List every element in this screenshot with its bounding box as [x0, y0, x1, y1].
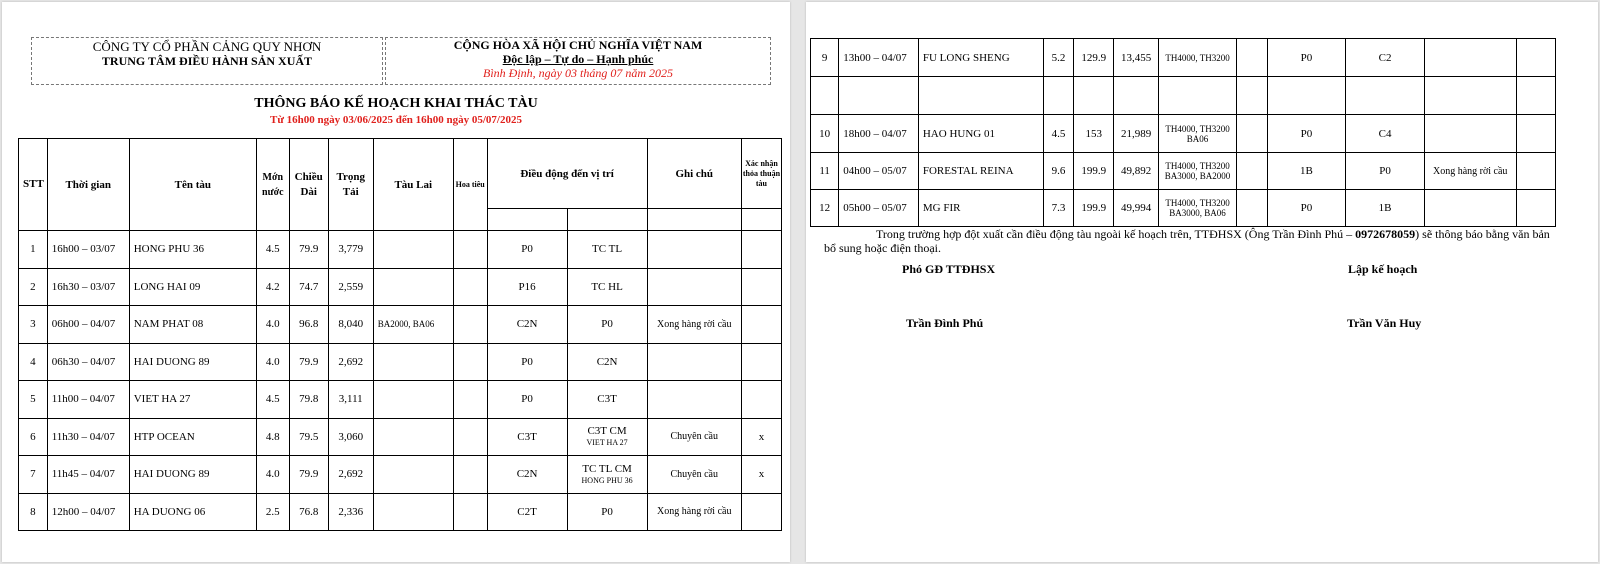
cell-tug: TH4000, TH3200	[1158, 39, 1237, 77]
cell-draft: 7.3	[1043, 190, 1073, 227]
cell-stt: 7	[19, 456, 48, 494]
cell-move-to: C2N	[567, 343, 647, 381]
table-row	[19, 306, 782, 344]
company-name: CÔNG TY CỔ PHẦN CẢNG QUY NHƠN	[92, 39, 322, 54]
cell-draft: 4.0	[256, 456, 289, 494]
col-header-draft: Mớn nước	[256, 139, 289, 231]
cell-move-to	[567, 418, 647, 456]
cell-tug	[373, 418, 453, 456]
cell-pilot	[1237, 190, 1267, 227]
cell-move-to	[567, 456, 647, 494]
notice-text-before: Trong trường hợp đột xuất cần điều động tàu ngoài kế hoạch trên, TTĐHSX (Ông Trần Đình Phú –	[876, 227, 1356, 241]
col-header-confirm: Xác nhận thỏa thuận tàu	[741, 139, 781, 209]
cell-tug	[373, 268, 453, 306]
cell-ship-name: NAM PHAT 08	[129, 306, 256, 344]
cell-tonnage: 13,455	[1114, 39, 1158, 77]
cell-draft: 4.5	[256, 381, 289, 419]
cell-pilot	[1237, 77, 1267, 115]
table-row	[19, 456, 782, 494]
signature-left-name: Trần Đình Phú	[906, 316, 984, 330]
cell-move-to: C4	[1346, 115, 1425, 153]
schedule-table-page-2	[810, 38, 1556, 227]
table-row	[19, 493, 782, 531]
cell-stt	[811, 77, 839, 115]
cell-move-to-sub: HONG PHU 36	[581, 475, 633, 485]
cell-time	[839, 77, 919, 115]
cell-draft: 2.5	[256, 493, 289, 531]
cell-time: 18h00 – 04/07	[839, 115, 919, 153]
cell-move-from: P0	[1267, 115, 1346, 153]
table-row	[811, 115, 1556, 153]
cell-ship-name: HONG PHU 36	[129, 231, 256, 269]
department-name: TRUNG TÂM ĐIỀU HÀNH SẢN XUẤT	[101, 54, 313, 68]
cell-move-to-main: TC TL CM	[582, 462, 632, 475]
cell-draft	[1043, 77, 1073, 115]
signature-right-role: Lập kế hoạch	[1348, 262, 1418, 276]
col-header-move-to	[567, 209, 647, 231]
cell-note	[647, 268, 741, 306]
cell-note: Chuyên cầu	[647, 418, 741, 456]
cell-stt: 4	[19, 343, 48, 381]
cell-stt: 2	[19, 268, 48, 306]
cell-ship-name: HAI DUONG 89	[129, 456, 256, 494]
cell-pilot	[1237, 39, 1267, 77]
cell-ship-name: LONG HAI 09	[129, 268, 256, 306]
cell-note: Chuyên cầu	[647, 456, 741, 494]
cell-tug: BA2000, BA06	[373, 306, 453, 344]
cell-pilot	[453, 343, 487, 381]
cell-draft: 4.5	[1043, 115, 1073, 153]
cell-ship-name: HA DUONG 06	[129, 493, 256, 531]
header-left-box	[31, 37, 383, 85]
cell-tonnage: 2,336	[328, 493, 373, 531]
cell-pilot	[453, 231, 487, 269]
cell-note	[1424, 190, 1516, 227]
signature-left-role: Phó GĐ TTĐHSX	[902, 262, 996, 276]
cell-length	[1074, 77, 1114, 115]
col-header-time: Thời gian	[47, 139, 129, 231]
col-header-note-sub	[647, 209, 741, 231]
cell-length: 79.9	[289, 231, 328, 269]
cell-length: 74.7	[289, 268, 328, 306]
cell-move-from	[1267, 77, 1346, 115]
cell-tonnage: 3,111	[328, 381, 373, 419]
cell-tug	[373, 343, 453, 381]
cell-stt: 5	[19, 381, 48, 419]
table-row	[19, 381, 782, 419]
cell-move-from: C2T	[487, 493, 567, 531]
contact-phone: 0972678059	[1355, 227, 1416, 241]
national-motto: Độc lập – Tự do – Hạnh phúc	[502, 52, 654, 66]
cell-tug: TH4000, TH3200 BA3000, BA2000	[1158, 153, 1237, 190]
cell-draft: 4.8	[256, 418, 289, 456]
col-header-stt: STT	[19, 139, 48, 231]
col-header-length: Chiều Dài	[289, 139, 328, 231]
cell-time: 06h30 – 04/07	[47, 343, 129, 381]
col-header-tonnage: Trọng Tải	[328, 139, 373, 231]
cell-move-to: C2	[1346, 39, 1425, 77]
schedule-body-page-1	[19, 231, 782, 531]
cell-note	[1424, 115, 1516, 153]
cell-draft: 4.5	[256, 231, 289, 269]
cell-confirm	[1516, 115, 1555, 153]
cell-move-from: P0	[1267, 39, 1346, 77]
cell-tonnage: 21,989	[1114, 115, 1158, 153]
cell-tonnage: 49,994	[1114, 190, 1158, 227]
cell-tonnage: 49,892	[1114, 153, 1158, 190]
cell-tug: TH4000, TH3200 BA06	[1158, 115, 1237, 153]
cell-move-to	[1346, 77, 1425, 115]
col-header-move: Điều động đến vị trí	[487, 139, 647, 209]
cell-pilot	[1237, 115, 1267, 153]
cell-length: 79.8	[289, 381, 328, 419]
cell-confirm	[741, 231, 781, 269]
cell-time: 06h00 – 04/07	[47, 306, 129, 344]
cell-confirm	[741, 268, 781, 306]
document-date: Bình Định, ngày 03 tháng 07 năm 2025	[483, 66, 673, 80]
table-row	[19, 418, 782, 456]
cell-tug	[373, 456, 453, 494]
cell-stt: 6	[19, 418, 48, 456]
cell-stt: 3	[19, 306, 48, 344]
col-header-confirm-sub	[741, 209, 781, 231]
cell-length: 76.8	[289, 493, 328, 531]
cell-time: 13h00 – 04/07	[839, 39, 919, 77]
cell-tonnage: 2,559	[328, 268, 373, 306]
cell-ship-name: MG FIR	[918, 190, 1043, 227]
cell-move-to: C3T	[567, 381, 647, 419]
cell-ship-name	[918, 77, 1043, 115]
cell-draft: 9.6	[1043, 153, 1073, 190]
cell-move-from: P0	[487, 343, 567, 381]
table-row	[19, 268, 782, 306]
cell-tonnage	[1114, 77, 1158, 115]
cell-ship-name: HAI DUONG 89	[129, 343, 256, 381]
table-row	[19, 231, 782, 269]
cell-stt: 8	[19, 493, 48, 531]
cell-ship-name: HTP OCEAN	[129, 418, 256, 456]
cell-length: 199.9	[1074, 153, 1114, 190]
cell-confirm: x	[741, 456, 781, 494]
cell-confirm	[1516, 39, 1555, 77]
cell-move-from: 1B	[1267, 153, 1346, 190]
cell-time: 12h00 – 04/07	[47, 493, 129, 531]
cell-move-from: C2N	[487, 306, 567, 344]
cell-draft: 4.0	[256, 306, 289, 344]
cell-confirm	[741, 343, 781, 381]
cell-ship-name: VIET HA 27	[129, 381, 256, 419]
cell-tonnage: 2,692	[328, 456, 373, 494]
cell-pilot	[453, 268, 487, 306]
cell-move-to-sub: VIET HA 27	[586, 438, 628, 448]
cell-time: 16h00 – 03/07	[47, 231, 129, 269]
cell-move-to-main: C3T CM	[587, 425, 627, 438]
cell-stt: 10	[811, 115, 839, 153]
cell-tonnage: 2,692	[328, 343, 373, 381]
cell-length: 129.9	[1074, 39, 1114, 77]
document-title: THÔNG BÁO KẾ HOẠCH KHAI THÁC TÀU	[254, 96, 538, 111]
cell-tug	[373, 493, 453, 531]
cell-tug	[373, 231, 453, 269]
cell-move-to: P0	[1346, 153, 1425, 190]
document-page-2	[806, 2, 1598, 562]
cell-confirm	[741, 493, 781, 531]
col-header-ship: Tên tàu	[129, 139, 256, 231]
cell-pilot	[453, 306, 487, 344]
cell-note	[1424, 39, 1516, 77]
cell-time: 05h00 – 05/07	[839, 190, 919, 227]
document-subtitle: Từ 16h00 ngày 03/06/2025 đến 16h00 ngày 05/07/2025	[269, 114, 522, 126]
table-row	[811, 153, 1556, 190]
cell-ship-name: FU LONG SHENG	[918, 39, 1043, 77]
cell-draft: 4.2	[256, 268, 289, 306]
cell-length: 199.9	[1074, 190, 1114, 227]
table-row	[811, 39, 1556, 77]
cell-length: 153	[1074, 115, 1114, 153]
nation-name: CỘNG HÒA XÃ HỘI CHỦ NGHĨA VIỆT NAM	[453, 38, 703, 52]
table-row	[811, 77, 1556, 115]
cell-pilot	[453, 493, 487, 531]
cell-time: 04h00 – 05/07	[839, 153, 919, 190]
cell-note	[647, 231, 741, 269]
cell-confirm: x	[741, 418, 781, 456]
cell-tonnage: 3,779	[328, 231, 373, 269]
col-header-tug: Tàu Lai	[373, 139, 453, 231]
cell-ship-name: FORESTAL REINA	[918, 153, 1043, 190]
cell-pilot	[1237, 153, 1267, 190]
cell-time: 11h45 – 04/07	[47, 456, 129, 494]
cell-move-from: C3T	[487, 418, 567, 456]
cell-note: Xong hàng rời cầu	[647, 306, 741, 344]
document-page-1	[2, 2, 790, 562]
cell-draft: 4.0	[256, 343, 289, 381]
cell-length: 79.5	[289, 418, 328, 456]
cell-time: 11h30 – 04/07	[47, 418, 129, 456]
cell-note: Xong hàng rời cầu	[647, 493, 741, 531]
cell-move-to: TC HL	[567, 268, 647, 306]
cell-tonnage: 8,040	[328, 306, 373, 344]
cell-confirm	[741, 381, 781, 419]
cell-stt: 11	[811, 153, 839, 190]
cell-stt: 9	[811, 39, 839, 77]
notice-paragraph	[824, 227, 1554, 255]
schedule-table-page-1	[18, 138, 782, 531]
cell-ship-name: HAO HUNG 01	[918, 115, 1043, 153]
cell-stt: 1	[19, 231, 48, 269]
col-header-pilot: Hoa tiêu	[453, 139, 487, 231]
cell-confirm	[1516, 190, 1555, 227]
notice-text-after: ) sẽ thông báo bằng văn bản bổ sung hoặc điện thoại.	[824, 227, 1550, 255]
header-right-box	[385, 37, 771, 85]
cell-pilot	[453, 456, 487, 494]
cell-move-from: P0	[487, 231, 567, 269]
cell-move-to: TC TL	[567, 231, 647, 269]
table-row	[811, 190, 1556, 227]
cell-length: 79.9	[289, 343, 328, 381]
cell-note	[647, 343, 741, 381]
cell-note	[647, 381, 741, 419]
col-header-move-from	[487, 209, 567, 231]
cell-move-from: P0	[487, 381, 567, 419]
cell-move-to: 1B	[1346, 190, 1425, 227]
cell-stt: 12	[811, 190, 839, 227]
cell-move-from: C2N	[487, 456, 567, 494]
cell-pilot	[453, 418, 487, 456]
cell-pilot	[453, 381, 487, 419]
cell-time: 11h00 – 04/07	[47, 381, 129, 419]
cell-tonnage: 3,060	[328, 418, 373, 456]
cell-confirm	[741, 306, 781, 344]
table-row	[19, 343, 782, 381]
cell-move-to: P0	[567, 493, 647, 531]
cell-move-from: P16	[487, 268, 567, 306]
schedule-body-page-2	[811, 39, 1556, 227]
cell-move-from: P0	[1267, 190, 1346, 227]
signature-right-name: Trần Văn Huy	[1347, 316, 1422, 330]
cell-draft: 5.2	[1043, 39, 1073, 77]
cell-note	[1424, 77, 1516, 115]
cell-move-to: P0	[567, 306, 647, 344]
cell-confirm	[1516, 77, 1555, 115]
col-header-note: Ghi chú	[647, 139, 741, 209]
cell-length: 96.8	[289, 306, 328, 344]
cell-tug	[373, 381, 453, 419]
cell-length: 79.9	[289, 456, 328, 494]
cell-note: Xong hàng rời cầu	[1424, 153, 1516, 190]
cell-time: 16h30 – 03/07	[47, 268, 129, 306]
cell-tug: TH4000, TH3200 BA3000, BA06	[1158, 190, 1237, 227]
cell-confirm	[1516, 153, 1555, 190]
cell-tug	[1158, 77, 1237, 115]
